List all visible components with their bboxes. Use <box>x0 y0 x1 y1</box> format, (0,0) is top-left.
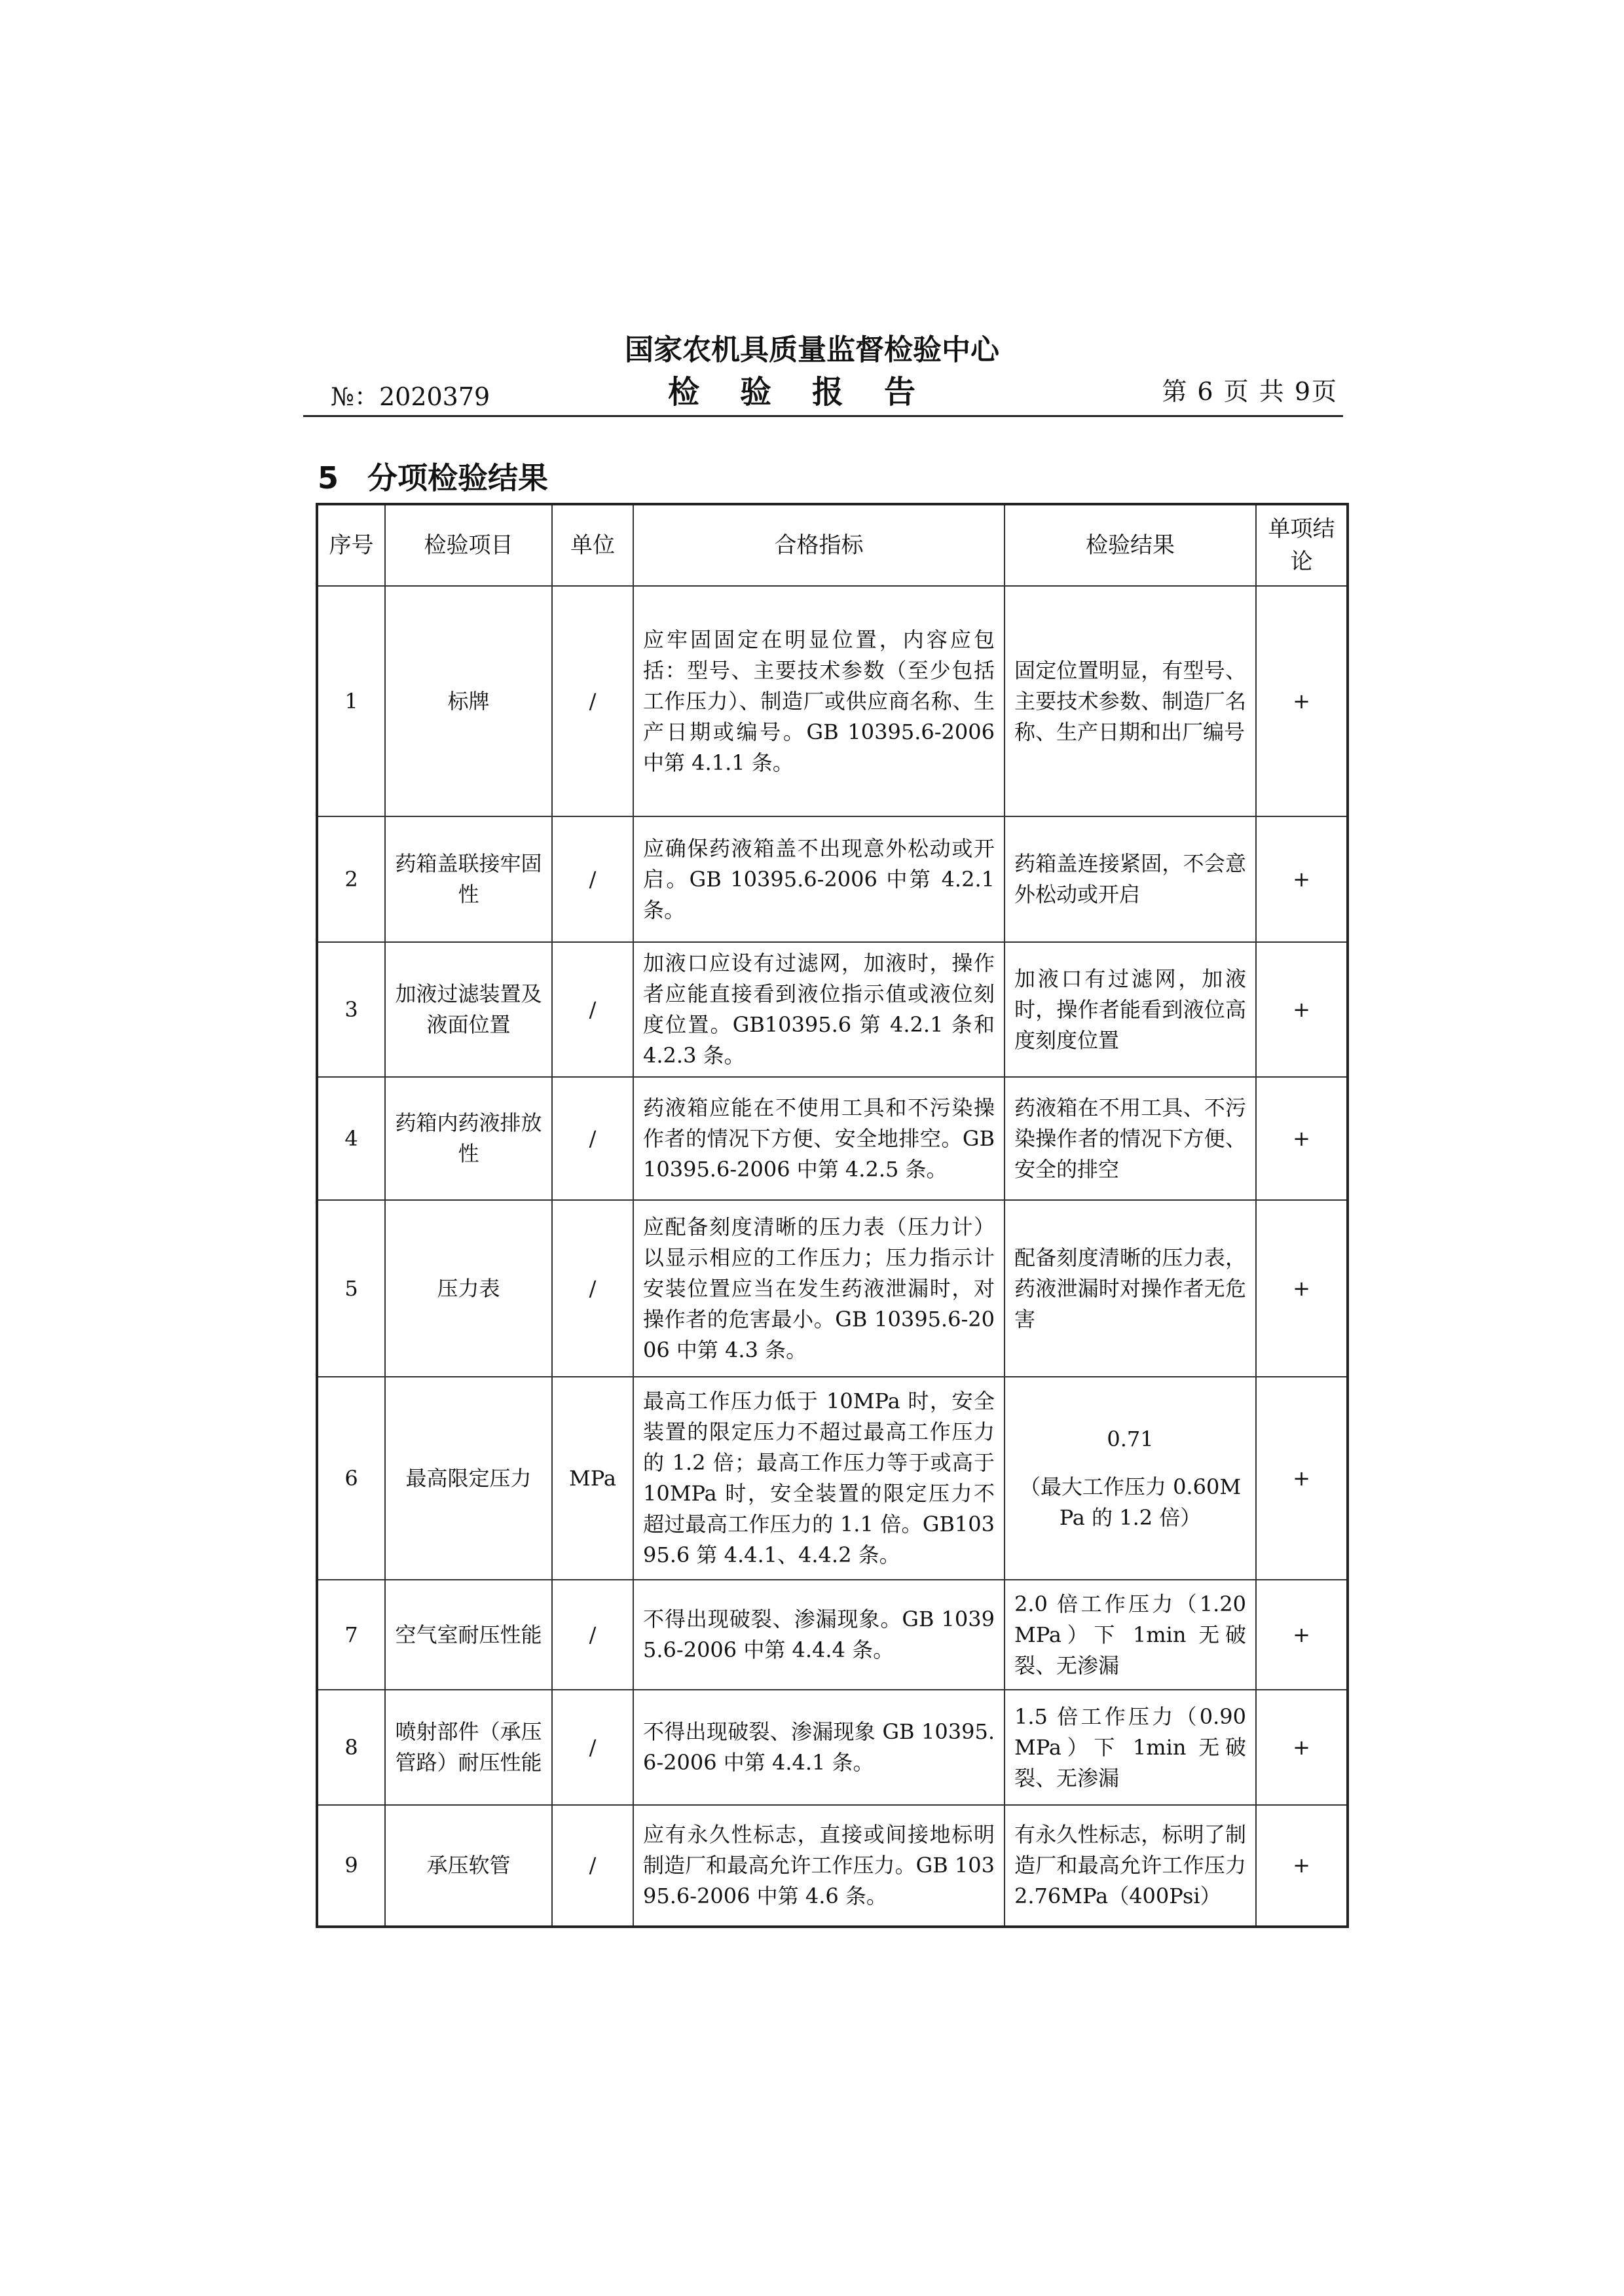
col-header-conclusion: 单项结论 <box>1256 504 1348 586</box>
row-unit: / <box>552 1580 633 1690</box>
col-header-result: 检验结果 <box>1005 504 1256 586</box>
page-number: 第 6 页 共 9页 <box>1162 377 1338 406</box>
header-divider <box>303 415 1343 417</box>
row-spec: 不得出现破裂、渗漏现象。GB 10395.6-2006 中第 4.4.4 条。 <box>633 1580 1005 1690</box>
table-row <box>317 816 1348 942</box>
row-item: 承压软管 <box>385 1805 552 1927</box>
row-unit: / <box>552 1077 633 1200</box>
row-spec: 药液箱应能在不使用工具和不污染操作者的情况下方便、安全地排空。GB 10395.6-2006 中第 4.2.5 条。 <box>633 1077 1005 1200</box>
row-seq: 7 <box>317 1580 385 1690</box>
row-seq: 3 <box>317 942 385 1077</box>
row-unit: / <box>552 586 633 816</box>
row-conclusion: + <box>1256 586 1348 816</box>
row-item: 药箱内药液排放性 <box>385 1077 552 1200</box>
row-unit: / <box>552 1805 633 1927</box>
result-note: （最大工作压力 0.60MPa 的 1.2 倍） <box>1019 1474 1242 1530</box>
row-conclusion: + <box>1256 1805 1348 1927</box>
col-header-item: 检验项目 <box>385 504 552 586</box>
organization-name: 国家农机具质量监督检验中心 <box>625 333 999 367</box>
section-heading: 分项检验结果 <box>367 460 549 496</box>
table-row <box>317 1377 1348 1580</box>
row-item: 最高限定压力 <box>385 1377 552 1580</box>
row-result: 1.5 倍工作压力（0.90 MPa）下 1min 无破裂、无渗漏 <box>1005 1690 1256 1805</box>
table-row <box>317 1690 1348 1805</box>
row-spec: 应配备刻度清晰的压力表（压力计）以显示相应的工作压力；压力指示计安装位置应当在发生药液泄漏时，对操作者的危害最小。GB 10395.6-2006 中第 4.3 条。 <box>633 1200 1005 1377</box>
row-conclusion: + <box>1256 1580 1348 1690</box>
table-row <box>317 942 1348 1077</box>
row-unit: / <box>552 1200 633 1377</box>
row-conclusion: + <box>1256 816 1348 942</box>
row-item: 加液过滤装置及液面位置 <box>385 942 552 1077</box>
row-conclusion: + <box>1256 1690 1348 1805</box>
table-row <box>317 1077 1348 1200</box>
row-seq: 9 <box>317 1805 385 1927</box>
row-unit: / <box>552 816 633 942</box>
row-result: 配备刻度清晰的压力表，药液泄漏时对操作者无危害 <box>1005 1200 1256 1377</box>
row-conclusion: + <box>1256 1077 1348 1200</box>
row-result: 加液口有过滤网，加液时，操作者能看到液位高度刻度位置 <box>1005 942 1256 1077</box>
row-conclusion: + <box>1256 1200 1348 1377</box>
row-unit: / <box>552 1690 633 1805</box>
row-result: 有永久性标志，标明了制造厂和最高允许工作压力 2.76MPa（400Psi） <box>1005 1805 1256 1927</box>
table-header-row <box>317 504 1348 586</box>
inspection-results-table <box>316 503 1349 1928</box>
row-unit: / <box>552 942 633 1077</box>
row-result: 药液箱在不用工具、不污染操作者的情况下方便、安全的排空 <box>1005 1077 1256 1200</box>
row-result <box>1005 1377 1256 1580</box>
row-item: 标牌 <box>385 586 552 816</box>
row-seq: 5 <box>317 1200 385 1377</box>
report-title: 检验报告 <box>667 374 956 410</box>
col-header-seq: 序号 <box>317 504 385 586</box>
row-seq: 4 <box>317 1077 385 1200</box>
row-item: 药箱盖联接牢固性 <box>385 816 552 942</box>
row-conclusion: + <box>1256 942 1348 1077</box>
row-unit: MPa <box>552 1377 633 1580</box>
row-result: 2.0 倍工作压力（1.20 MPa）下 1min 无破裂、无渗漏 <box>1005 1580 1256 1690</box>
row-conclusion: + <box>1256 1377 1348 1580</box>
report-number: №：2020379 <box>331 382 490 411</box>
section-number: 5 <box>318 460 339 496</box>
result-value: 0.71 <box>1107 1426 1154 1451</box>
row-spec: 不得出现破裂、渗漏现象 GB 10395.6-2006 中第 4.4.1 条。 <box>633 1690 1005 1805</box>
row-item: 压力表 <box>385 1200 552 1377</box>
row-item: 喷射部件（承压管路）耐压性能 <box>385 1690 552 1805</box>
row-spec: 加液口应设有过滤网，加液时，操作者应能直接看到液位指示值或液位刻度位置。GB10395.6 第 4.2.1 条和 4.2.3 条。 <box>633 942 1005 1077</box>
row-spec: 应牢固固定在明显位置，内容应包括：型号、主要技术参数（至少包括工作压力）、制造厂或供应商名称、生产日期或编号。GB 10395.6-2006 中第 4.1.1 条。 <box>633 586 1005 816</box>
table-row <box>317 1805 1348 1927</box>
row-spec: 最高工作压力低于 10MPa 时，安全装置的限定压力不超过最高工作压力的 1.2 倍；最高工作压力等于或高于 10MPa 时，安全装置的限定压力不超过最高工作压力的 1.1 倍。GB10395.6 第 4.4.1、4.4.2 条。 <box>633 1377 1005 1580</box>
row-spec: 应确保药液箱盖不出现意外松动或开启。GB 10395.6-2006 中第 4.2.1 条。 <box>633 816 1005 942</box>
row-seq: 2 <box>317 816 385 942</box>
row-result: 药箱盖连接紧固，不会意外松动或开启 <box>1005 816 1256 942</box>
row-seq: 6 <box>317 1377 385 1580</box>
col-header-unit: 单位 <box>552 504 633 586</box>
row-result: 固定位置明显，有型号、主要技术参数、制造厂名称、生产日期和出厂编号 <box>1005 586 1256 816</box>
table-row <box>317 586 1348 816</box>
row-seq: 1 <box>317 586 385 816</box>
row-spec: 应有永久性标志，直接或间接地标明制造厂和最高允许工作压力。GB 10395.6-2006 中第 4.6 条。 <box>633 1805 1005 1927</box>
table-row <box>317 1580 1348 1690</box>
col-header-spec: 合格指标 <box>633 504 1005 586</box>
table-row <box>317 1200 1348 1377</box>
row-seq: 8 <box>317 1690 385 1805</box>
row-item: 空气室耐压性能 <box>385 1580 552 1690</box>
section-title <box>318 458 548 498</box>
